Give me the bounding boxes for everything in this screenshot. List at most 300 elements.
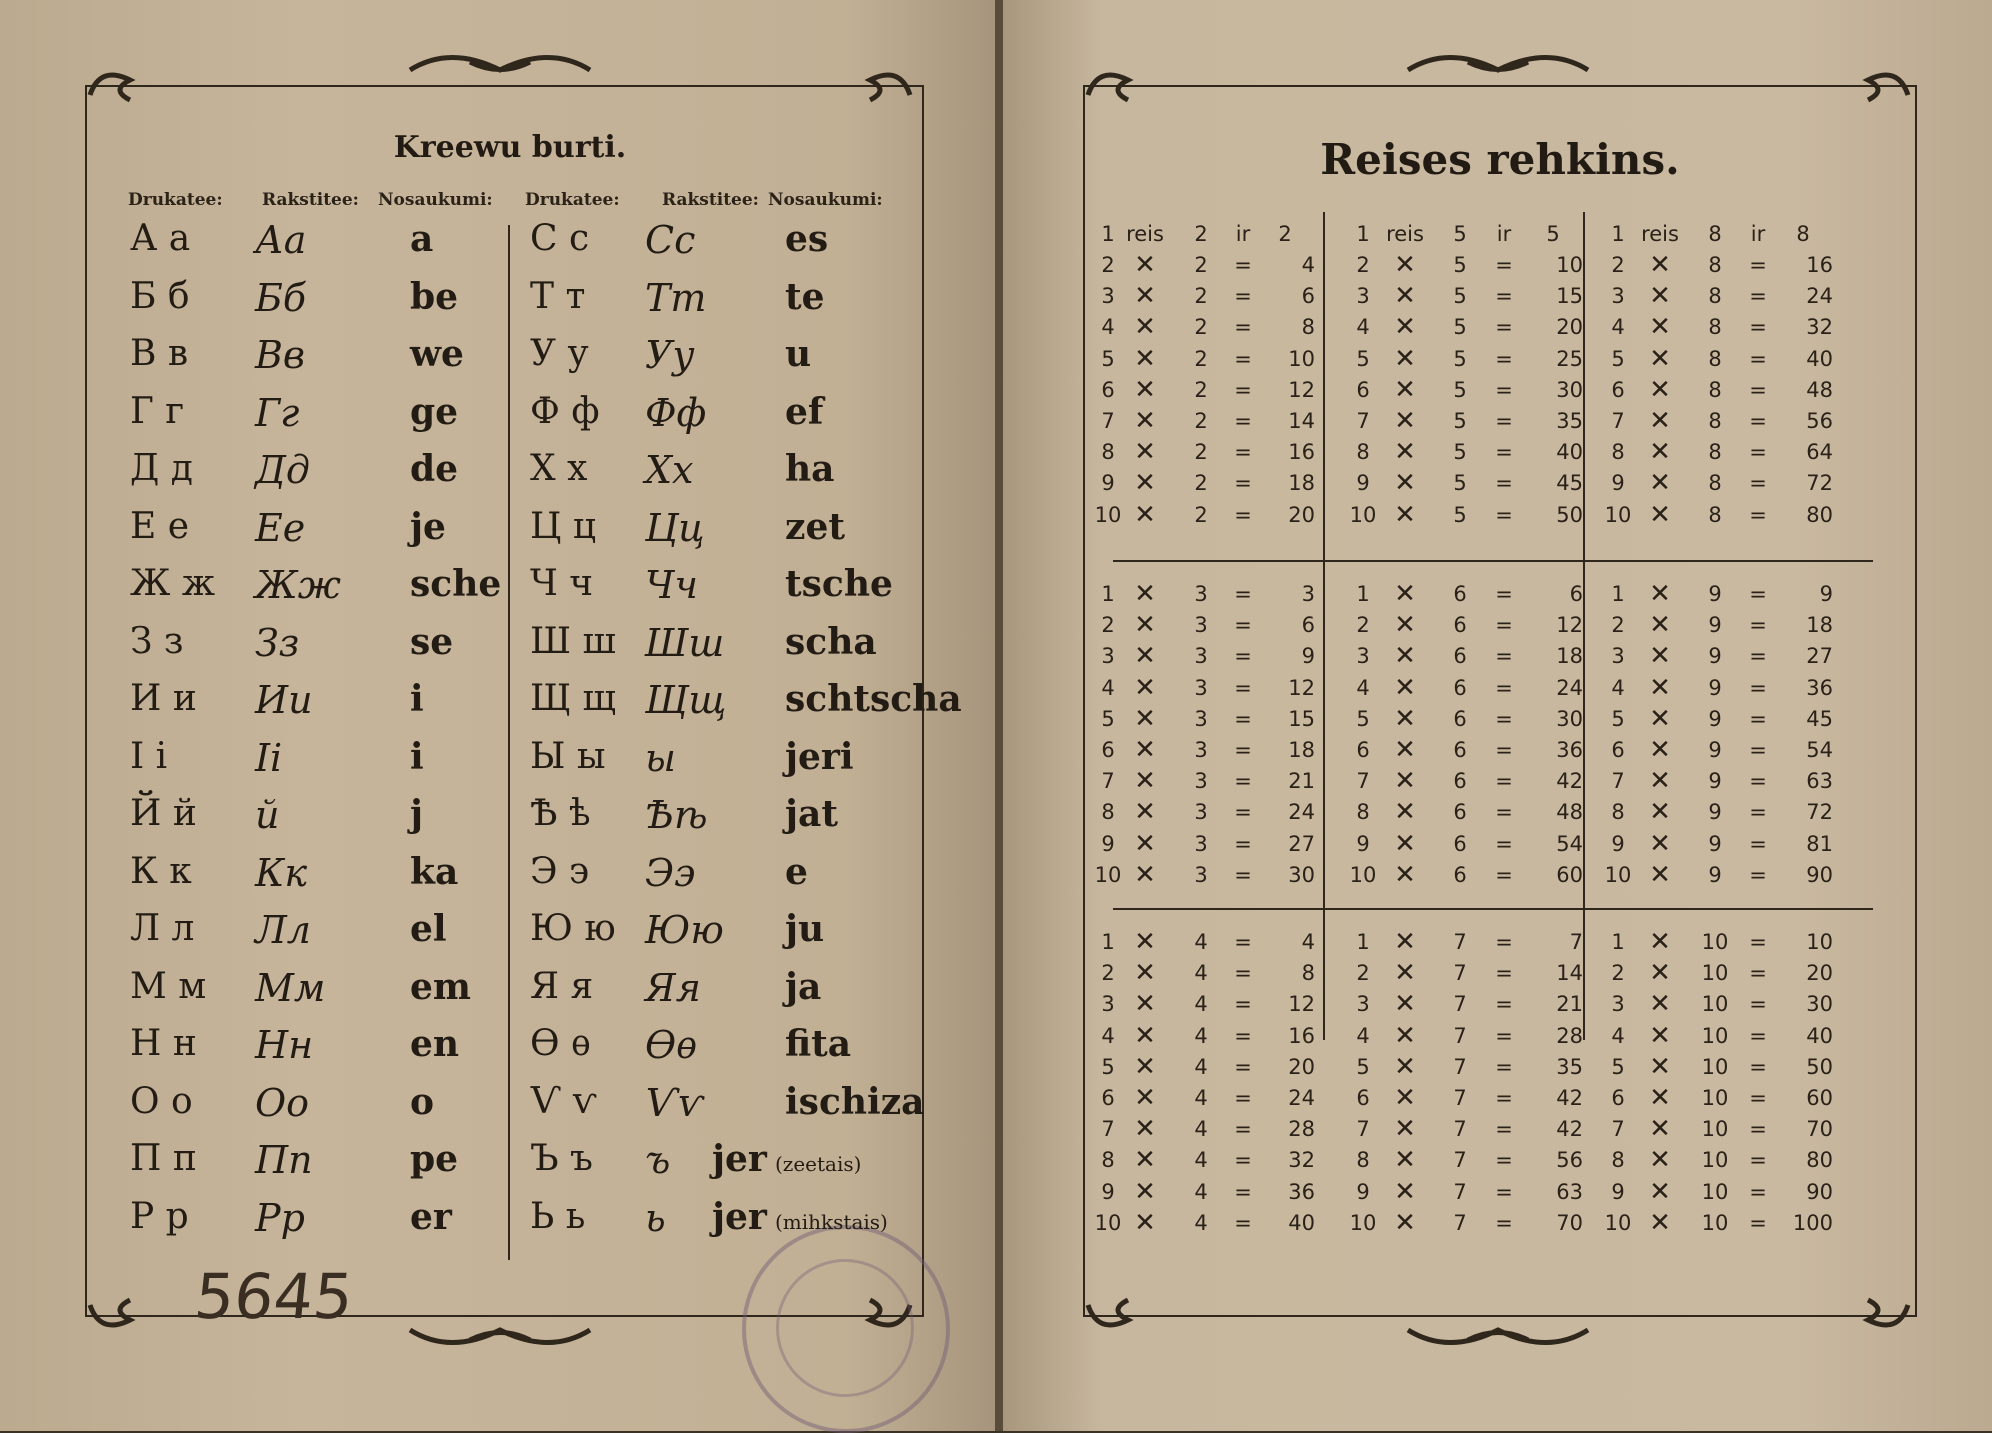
times-icon: ✕ bbox=[1649, 927, 1671, 957]
equals-icon: = bbox=[1495, 471, 1513, 496]
table-cell-multiplier: 5 bbox=[1611, 1054, 1625, 1079]
table-cell-product: 18 bbox=[1288, 738, 1315, 762]
equals-icon: = bbox=[1234, 961, 1252, 986]
top-ornament-icon bbox=[1068, 50, 1928, 120]
letter-name: je bbox=[410, 505, 446, 548]
times-icon: ✕ bbox=[1394, 703, 1416, 734]
script-letter: ъ bbox=[645, 1138, 671, 1182]
table-cell-product: 64 bbox=[1806, 440, 1833, 465]
table-cell-multiplier: 3 bbox=[1356, 644, 1370, 669]
table-cell-product: 18 bbox=[1806, 613, 1833, 638]
table-cell-product: 40 bbox=[1806, 1023, 1833, 1048]
table-cell-multiplier: 3 bbox=[1101, 644, 1115, 669]
table-cell-factor: 3 bbox=[1194, 582, 1208, 606]
table-cell-product: 10 bbox=[1556, 253, 1583, 277]
printed-letter: Ф ф bbox=[530, 390, 600, 432]
table-cell-multiplier: 6 bbox=[1611, 1086, 1625, 1110]
letter-name: el bbox=[410, 908, 447, 950]
table-cell-product: 3 bbox=[1301, 582, 1315, 606]
equals-icon: = bbox=[1749, 1023, 1767, 1048]
table-cell-factor: 2 bbox=[1194, 253, 1208, 277]
times-icon: ✕ bbox=[1134, 610, 1156, 641]
equals-icon: = bbox=[1749, 409, 1767, 433]
table-row-divider bbox=[1113, 908, 1873, 910]
times-icon: ✕ bbox=[1394, 1207, 1416, 1238]
table-cell-multiplier: 1 bbox=[1101, 582, 1115, 606]
letter-name: i bbox=[410, 678, 424, 720]
table-cell-product: 9 bbox=[1301, 644, 1315, 669]
table-cell-product: 42 bbox=[1556, 769, 1583, 794]
equals-icon: = bbox=[1495, 862, 1513, 887]
times-icon: ✕ bbox=[1649, 579, 1671, 609]
equals-icon: = bbox=[1234, 613, 1252, 638]
table-header-cell: ir bbox=[1496, 222, 1512, 246]
table-cell-factor: 2 bbox=[1194, 471, 1208, 496]
table-header-cell: 5 bbox=[1546, 222, 1560, 246]
right-page-title: Reises rehkins. bbox=[1320, 135, 1680, 184]
table-cell-multiplier: 3 bbox=[1611, 284, 1625, 309]
table-cell-product: 10 bbox=[1288, 346, 1315, 371]
table-cell-factor: 4 bbox=[1194, 1054, 1208, 1079]
script-letter: Мм bbox=[255, 965, 326, 1010]
letter-name: scha bbox=[785, 620, 877, 663]
table-cell-factor: 2 bbox=[1194, 284, 1208, 309]
equals-icon: = bbox=[1495, 1148, 1513, 1173]
table-cell-factor: 8 bbox=[1708, 502, 1722, 527]
times-icon: ✕ bbox=[1134, 797, 1156, 828]
table-cell-product: 25 bbox=[1556, 346, 1583, 371]
times-icon: ✕ bbox=[1649, 406, 1671, 436]
table-header-cell: 2 bbox=[1194, 222, 1208, 246]
table-cell-multiplier: 8 bbox=[1356, 800, 1370, 825]
table-cell-factor: 9 bbox=[1708, 644, 1722, 669]
printed-letter: Х х bbox=[530, 448, 588, 489]
times-icon: ✕ bbox=[1649, 1176, 1671, 1207]
equals-icon: = bbox=[1234, 582, 1252, 606]
script-letter: Лл bbox=[255, 908, 311, 952]
equals-icon: = bbox=[1234, 992, 1252, 1017]
table-cell-product: 12 bbox=[1288, 992, 1315, 1017]
equals-icon: = bbox=[1234, 1117, 1252, 1142]
table-cell-factor: 5 bbox=[1453, 315, 1467, 340]
table-cell-product: 21 bbox=[1288, 769, 1315, 794]
printed-letter: Ю ю bbox=[530, 908, 616, 949]
handwritten-number: 5645 bbox=[191, 1260, 357, 1333]
equals-icon: = bbox=[1749, 769, 1767, 794]
table-cell-multiplier: 2 bbox=[1611, 613, 1625, 638]
letter-name: pe bbox=[410, 1138, 459, 1180]
equals-icon: = bbox=[1749, 800, 1767, 825]
equals-icon: = bbox=[1749, 992, 1767, 1017]
column-header: Nosaukumi: bbox=[768, 190, 883, 210]
table-cell-multiplier: 4 bbox=[1611, 315, 1625, 340]
table-cell-product: 81 bbox=[1806, 831, 1833, 856]
times-icon: ✕ bbox=[1134, 1207, 1156, 1238]
times-icon: ✕ bbox=[1394, 1114, 1416, 1145]
table-cell-product: 27 bbox=[1288, 831, 1315, 856]
table-cell-multiplier: 6 bbox=[1356, 377, 1370, 402]
times-icon: ✕ bbox=[1134, 406, 1156, 436]
table-cell-product: 30 bbox=[1288, 862, 1315, 887]
times-icon: ✕ bbox=[1649, 1083, 1671, 1113]
column-header: Nosaukumi: bbox=[378, 190, 493, 210]
times-icon: ✕ bbox=[1134, 312, 1156, 343]
script-letter: Яя bbox=[645, 965, 701, 1010]
table-cell-factor: 10 bbox=[1701, 1117, 1729, 1142]
times-icon: ✕ bbox=[1134, 1145, 1156, 1176]
equals-icon: = bbox=[1749, 930, 1767, 954]
script-letter: Ѵѵ bbox=[645, 1080, 704, 1125]
equals-icon: = bbox=[1495, 582, 1513, 606]
table-cell-factor: 7 bbox=[1453, 961, 1467, 986]
table-cell-multiplier: 8 bbox=[1356, 1148, 1370, 1173]
times-icon: ✕ bbox=[1649, 989, 1671, 1020]
times-icon: ✕ bbox=[1649, 735, 1671, 765]
bottom-ornament-icon bbox=[1068, 1290, 1928, 1360]
equals-icon: = bbox=[1749, 440, 1767, 465]
equals-icon: = bbox=[1749, 1117, 1767, 1142]
script-letter: Жж bbox=[255, 563, 341, 607]
times-icon: ✕ bbox=[1649, 312, 1671, 343]
letter-name: jeri bbox=[785, 735, 854, 778]
table-cell-product: 60 bbox=[1806, 1086, 1833, 1110]
script-letter: Щщ bbox=[645, 678, 727, 722]
table-cell-multiplier: 6 bbox=[1356, 738, 1370, 762]
script-letter: Ее bbox=[255, 505, 306, 550]
letter-name-note: (zeetais) bbox=[775, 1152, 862, 1176]
equals-icon: = bbox=[1495, 800, 1513, 825]
printed-letter: Ш ш bbox=[530, 620, 616, 662]
table-cell-factor: 8 bbox=[1708, 377, 1722, 402]
table-cell-multiplier: 6 bbox=[1101, 1086, 1115, 1110]
printed-letter: С с bbox=[530, 218, 590, 259]
table-header-cell: reis bbox=[1126, 222, 1164, 246]
equals-icon: = bbox=[1234, 738, 1252, 762]
table-cell-multiplier: 10 bbox=[1349, 862, 1377, 887]
table-cell-product: 18 bbox=[1556, 644, 1583, 669]
equals-icon: = bbox=[1495, 769, 1513, 794]
table-cell-factor: 3 bbox=[1194, 862, 1208, 887]
table-cell-factor: 3 bbox=[1194, 831, 1208, 856]
table-cell-factor: 4 bbox=[1194, 1117, 1208, 1142]
table-cell-multiplier: 5 bbox=[1611, 706, 1625, 731]
times-icon: ✕ bbox=[1649, 672, 1671, 703]
script-letter: Хх bbox=[645, 448, 694, 492]
table-cell-factor: 8 bbox=[1708, 409, 1722, 433]
times-icon: ✕ bbox=[1394, 1176, 1416, 1207]
table-cell-product: 60 bbox=[1556, 862, 1583, 887]
table-row-divider bbox=[1113, 560, 1873, 562]
letter-name: en bbox=[410, 1023, 460, 1065]
table-cell-multiplier: 5 bbox=[1101, 706, 1115, 731]
script-letter: Гг bbox=[255, 390, 300, 435]
equals-icon: = bbox=[1234, 253, 1252, 277]
table-cell-factor: 5 bbox=[1453, 502, 1467, 527]
table-cell-factor: 7 bbox=[1453, 992, 1467, 1017]
table-cell-factor: 6 bbox=[1453, 800, 1467, 825]
equals-icon: = bbox=[1495, 1117, 1513, 1142]
table-cell-multiplier: 8 bbox=[1101, 800, 1115, 825]
table-cell-factor: 8 bbox=[1708, 440, 1722, 465]
table-cell-factor: 6 bbox=[1453, 706, 1467, 731]
table-cell-product: 54 bbox=[1556, 831, 1583, 856]
table-cell-product: 20 bbox=[1556, 315, 1583, 340]
letter-name: ef bbox=[785, 390, 824, 433]
table-cell-factor: 4 bbox=[1194, 930, 1208, 954]
table-cell-product: 16 bbox=[1288, 1023, 1315, 1048]
table-cell-factor: 7 bbox=[1453, 1117, 1467, 1142]
table-cell-product: 16 bbox=[1288, 440, 1315, 465]
table-header-cell: reis bbox=[1641, 222, 1679, 246]
table-cell-multiplier: 5 bbox=[1356, 346, 1370, 371]
equals-icon: = bbox=[1234, 346, 1252, 371]
equals-icon: = bbox=[1495, 738, 1513, 762]
printed-letter: К к bbox=[130, 850, 192, 892]
script-letter: Іі bbox=[255, 735, 283, 780]
book-gutter bbox=[995, 0, 1003, 1431]
equals-icon: = bbox=[1749, 315, 1767, 340]
table-header-cell: 1 bbox=[1356, 222, 1370, 246]
table-cell-product: 30 bbox=[1556, 377, 1583, 402]
table-cell-product: 90 bbox=[1806, 1179, 1833, 1204]
equals-icon: = bbox=[1234, 1054, 1252, 1079]
equals-icon: = bbox=[1234, 471, 1252, 496]
table-cell-multiplier: 6 bbox=[1356, 1086, 1370, 1110]
script-letter: Нн bbox=[255, 1023, 314, 1067]
equals-icon: = bbox=[1495, 1054, 1513, 1079]
table-cell-product: 16 bbox=[1806, 253, 1833, 277]
script-letter: ы bbox=[645, 735, 676, 780]
script-letter: Ѳѳ bbox=[645, 1023, 698, 1067]
table-cell-multiplier: 10 bbox=[1604, 502, 1632, 527]
table-cell-product: 42 bbox=[1556, 1117, 1583, 1142]
table-cell-product: 36 bbox=[1288, 1179, 1315, 1204]
equals-icon: = bbox=[1495, 675, 1513, 700]
times-icon: ✕ bbox=[1134, 250, 1156, 280]
table-cell-multiplier: 1 bbox=[1101, 930, 1115, 954]
column-header: Drukatee: bbox=[525, 190, 620, 210]
table-cell-factor: 4 bbox=[1194, 992, 1208, 1017]
script-letter: ь bbox=[645, 1195, 666, 1240]
table-cell-multiplier: 7 bbox=[1356, 1117, 1370, 1142]
table-cell-product: 40 bbox=[1806, 346, 1833, 371]
times-icon: ✕ bbox=[1134, 989, 1156, 1020]
table-cell-multiplier: 3 bbox=[1101, 284, 1115, 309]
printed-letter: Ж ж bbox=[130, 563, 216, 604]
printed-letter: Ы ы bbox=[530, 735, 606, 777]
table-cell-factor: 8 bbox=[1708, 284, 1722, 309]
equals-icon: = bbox=[1495, 346, 1513, 371]
table-cell-factor: 5 bbox=[1453, 377, 1467, 402]
script-letter: Оо bbox=[255, 1080, 310, 1125]
table-cell-factor: 3 bbox=[1194, 644, 1208, 669]
table-cell-product: 35 bbox=[1556, 1054, 1583, 1079]
table-cell-multiplier: 8 bbox=[1611, 440, 1625, 465]
table-cell-product: 30 bbox=[1556, 706, 1583, 731]
table-cell-factor: 9 bbox=[1708, 675, 1722, 700]
equals-icon: = bbox=[1495, 1210, 1513, 1235]
equals-icon: = bbox=[1749, 613, 1767, 638]
times-icon: ✕ bbox=[1134, 927, 1156, 957]
equals-icon: = bbox=[1495, 961, 1513, 986]
letter-name: o bbox=[410, 1080, 435, 1123]
table-cell-product: 100 bbox=[1792, 1210, 1833, 1235]
script-letter: Чч bbox=[645, 563, 699, 607]
table-cell-product: 63 bbox=[1556, 1179, 1583, 1204]
table-cell-factor: 10 bbox=[1701, 1023, 1729, 1048]
table-cell-factor: 8 bbox=[1708, 315, 1722, 340]
equals-icon: = bbox=[1234, 644, 1252, 669]
table-cell-product: 48 bbox=[1556, 800, 1583, 825]
equals-icon: = bbox=[1234, 440, 1252, 465]
equals-icon: = bbox=[1234, 1148, 1252, 1173]
table-cell-product: 50 bbox=[1806, 1054, 1833, 1079]
table-cell-product: 12 bbox=[1556, 613, 1583, 638]
letter-name: we bbox=[410, 333, 464, 375]
table-cell-multiplier: 5 bbox=[1356, 1054, 1370, 1079]
equals-icon: = bbox=[1234, 930, 1252, 954]
equals-icon: = bbox=[1749, 1054, 1767, 1079]
table-cell-product: 48 bbox=[1806, 377, 1833, 402]
table-cell-product: 4 bbox=[1301, 930, 1315, 954]
table-cell-product: 14 bbox=[1556, 961, 1583, 986]
times-icon: ✕ bbox=[1134, 1176, 1156, 1207]
table-cell-multiplier: 8 bbox=[1101, 1148, 1115, 1173]
table-cell-multiplier: 5 bbox=[1611, 346, 1625, 371]
table-cell-multiplier: 2 bbox=[1611, 253, 1625, 277]
table-cell-multiplier: 6 bbox=[1101, 738, 1115, 762]
table-cell-factor: 6 bbox=[1453, 738, 1467, 762]
table-cell-factor: 7 bbox=[1453, 1210, 1467, 1235]
equals-icon: = bbox=[1495, 992, 1513, 1017]
table-cell-product: 14 bbox=[1288, 409, 1315, 433]
table-cell-factor: 7 bbox=[1453, 1054, 1467, 1079]
table-cell-factor: 3 bbox=[1194, 738, 1208, 762]
table-cell-factor: 3 bbox=[1194, 769, 1208, 794]
times-icon: ✕ bbox=[1649, 1114, 1671, 1145]
printed-letter: И и bbox=[130, 678, 197, 719]
times-icon: ✕ bbox=[1134, 281, 1156, 312]
printed-letter: Й й bbox=[130, 793, 197, 834]
equals-icon: = bbox=[1234, 1210, 1252, 1235]
times-icon: ✕ bbox=[1649, 641, 1671, 672]
equals-icon: = bbox=[1234, 502, 1252, 527]
equals-icon: = bbox=[1749, 1179, 1767, 1204]
script-letter: Ии bbox=[255, 678, 313, 722]
table-cell-multiplier: 3 bbox=[1356, 284, 1370, 309]
equals-icon: = bbox=[1495, 284, 1513, 309]
printed-letter: Ч ч bbox=[530, 563, 594, 604]
table-cell-product: 4 bbox=[1301, 253, 1315, 277]
table-cell-multiplier: 4 bbox=[1356, 315, 1370, 340]
equals-icon: = bbox=[1749, 284, 1767, 309]
table-header-cell: ir bbox=[1750, 222, 1766, 246]
times-icon: ✕ bbox=[1134, 374, 1156, 405]
table-cell-factor: 6 bbox=[1453, 644, 1467, 669]
table-cell-product: 32 bbox=[1806, 315, 1833, 340]
times-icon: ✕ bbox=[1649, 703, 1671, 734]
equals-icon: = bbox=[1495, 440, 1513, 465]
table-cell-multiplier: 5 bbox=[1101, 346, 1115, 371]
printed-letter: І і bbox=[130, 735, 168, 777]
column-header: Rakstitee: bbox=[662, 190, 759, 210]
printed-letter: В в bbox=[130, 333, 189, 374]
table-cell-multiplier: 6 bbox=[1101, 377, 1115, 402]
letter-name: i bbox=[410, 735, 424, 778]
table-cell-product: 20 bbox=[1288, 1054, 1315, 1079]
table-cell-multiplier: 10 bbox=[1094, 862, 1122, 887]
times-icon: ✕ bbox=[1649, 468, 1671, 499]
table-cell-factor: 8 bbox=[1708, 346, 1722, 371]
table-header-cell: 8 bbox=[1796, 222, 1810, 246]
times-icon: ✕ bbox=[1649, 797, 1671, 828]
script-letter: Уу bbox=[645, 333, 695, 377]
equals-icon: = bbox=[1234, 1023, 1252, 1048]
table-cell-factor: 4 bbox=[1194, 1179, 1208, 1204]
times-icon: ✕ bbox=[1134, 499, 1156, 530]
column-divider bbox=[508, 225, 510, 1260]
table-cell-factor: 10 bbox=[1701, 1210, 1729, 1235]
table-cell-factor: 2 bbox=[1194, 346, 1208, 371]
table-cell-product: 80 bbox=[1806, 1148, 1833, 1173]
script-letter: Шш bbox=[645, 620, 725, 665]
table-cell-product: 6 bbox=[1301, 284, 1315, 309]
table-cell-multiplier: 9 bbox=[1101, 1179, 1115, 1204]
table-cell-factor: 9 bbox=[1708, 831, 1722, 856]
table-cell-factor: 6 bbox=[1453, 769, 1467, 794]
letter-name: j bbox=[410, 793, 424, 835]
times-icon: ✕ bbox=[1649, 343, 1671, 374]
times-icon: ✕ bbox=[1394, 1145, 1416, 1176]
table-cell-factor: 9 bbox=[1708, 800, 1722, 825]
table-cell-factor: 6 bbox=[1453, 862, 1467, 887]
table-cell-factor: 5 bbox=[1453, 346, 1467, 371]
equals-icon: = bbox=[1749, 644, 1767, 669]
times-icon: ✕ bbox=[1394, 927, 1416, 957]
table-cell-factor: 2 bbox=[1194, 377, 1208, 402]
table-cell-multiplier: 10 bbox=[1604, 862, 1632, 887]
letter-name: tsche bbox=[785, 563, 893, 605]
times-icon: ✕ bbox=[1134, 579, 1156, 609]
table-cell-product: 40 bbox=[1556, 440, 1583, 465]
times-icon: ✕ bbox=[1394, 610, 1416, 641]
equals-icon: = bbox=[1495, 831, 1513, 856]
table-cell-multiplier: 4 bbox=[1356, 675, 1370, 700]
table-cell-multiplier: 7 bbox=[1611, 409, 1625, 433]
table-cell-factor: 9 bbox=[1708, 769, 1722, 794]
table-cell-product: 24 bbox=[1288, 800, 1315, 825]
times-icon: ✕ bbox=[1394, 1051, 1416, 1082]
table-cell-factor: 4 bbox=[1194, 961, 1208, 986]
printed-letter: О о bbox=[130, 1080, 193, 1122]
table-cell-product: 45 bbox=[1556, 471, 1583, 496]
times-icon: ✕ bbox=[1134, 437, 1156, 468]
printed-letter: М м bbox=[130, 965, 207, 1007]
letter-name: de bbox=[410, 448, 459, 490]
table-cell-factor: 6 bbox=[1453, 582, 1467, 606]
left-page-title: Kreewu burti. bbox=[393, 130, 627, 165]
table-cell-multiplier: 2 bbox=[1101, 613, 1115, 638]
printed-letter: Л л bbox=[130, 908, 195, 949]
table-cell-multiplier: 8 bbox=[1611, 800, 1625, 825]
library-stamp bbox=[742, 1225, 950, 1433]
table-cell-factor: 4 bbox=[1194, 1023, 1208, 1048]
table-cell-factor: 7 bbox=[1453, 1086, 1467, 1110]
table-cell-multiplier: 2 bbox=[1356, 961, 1370, 986]
times-icon: ✕ bbox=[1649, 374, 1671, 405]
equals-icon: = bbox=[1234, 1086, 1252, 1110]
letter-name: a bbox=[410, 218, 434, 260]
